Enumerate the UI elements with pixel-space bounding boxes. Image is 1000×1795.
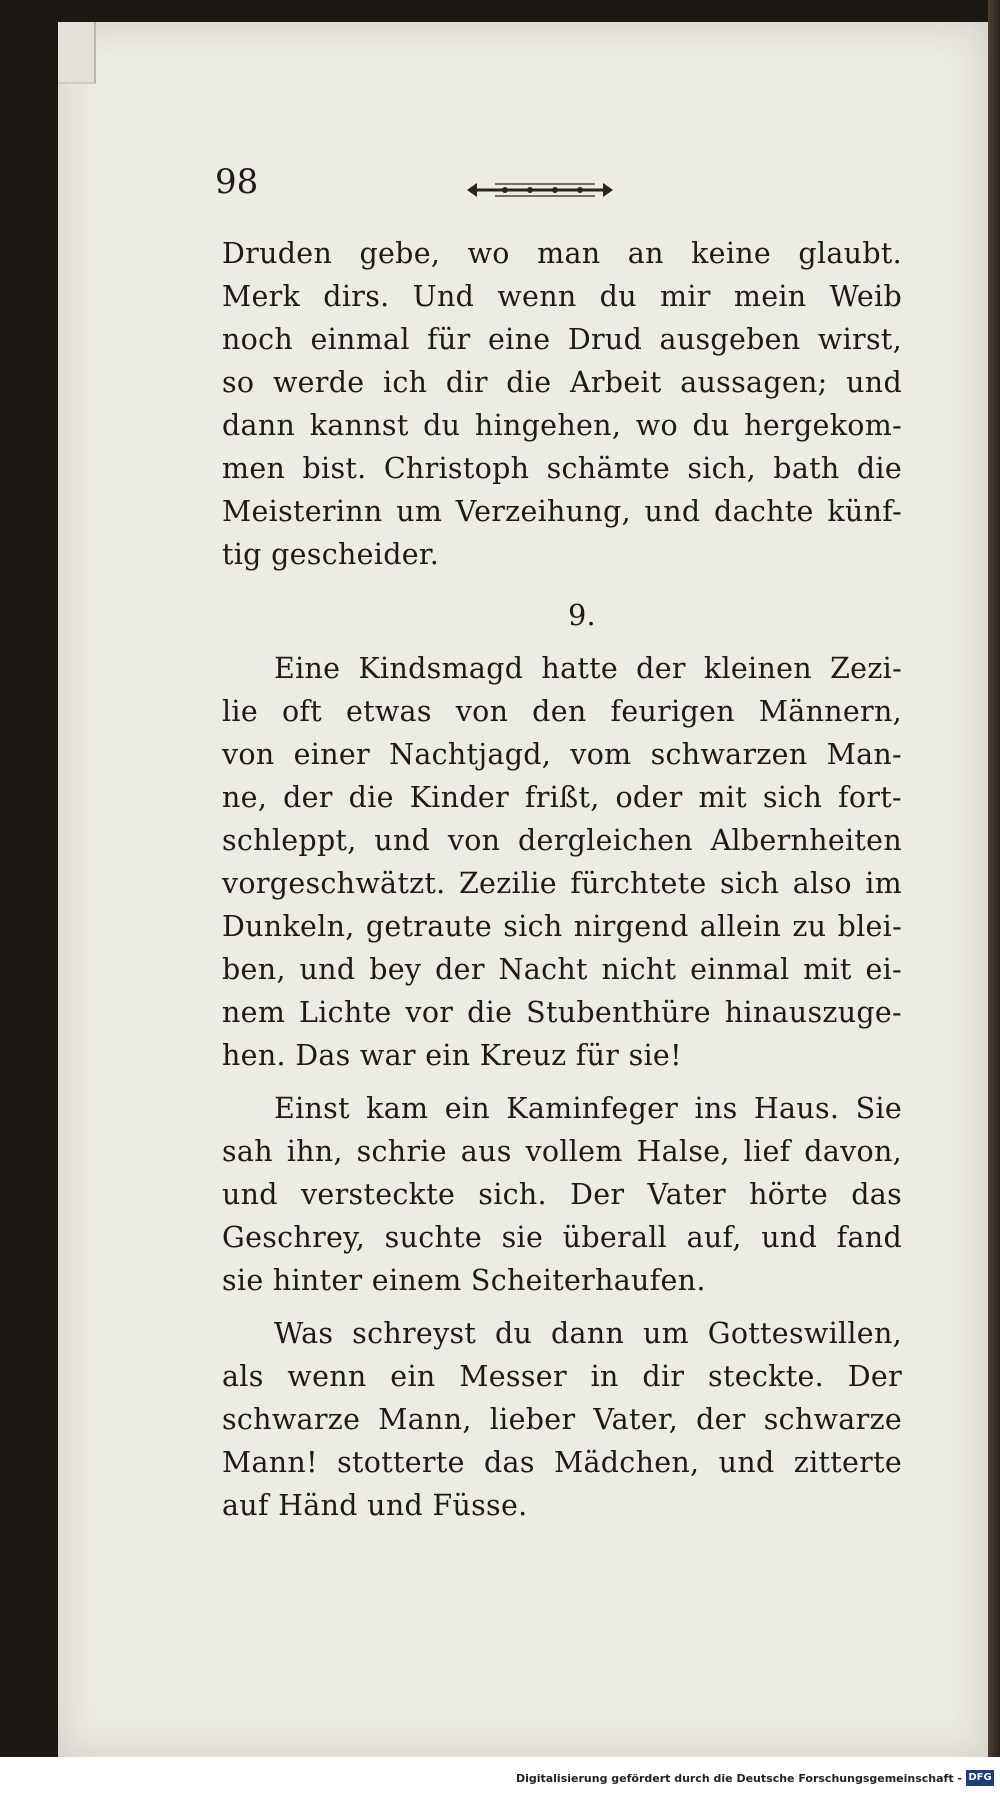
header-ornament-icon [465,180,615,200]
text-line: schleppt, und von dergleichen Albernheiten [222,824,902,857]
text-line: ne, der die Kinder frißt, oder mit sich fort- [222,781,902,814]
text-line: tig gescheider. [222,538,440,571]
text-line: schwarze Mann, lieber Vater, der schwarze [222,1403,902,1436]
page-header [215,162,715,212]
text-line: men bist. Christoph schämte sich, bath die [222,452,902,485]
page-corner-fold [58,22,96,84]
text-line: Geschrey, suchte sie überall auf, und fand [222,1221,902,1254]
text-line: hen. Das war ein Kreuz für sie! [222,1039,682,1072]
text-line: Mann! stotterte das Mädchen, und zitterte [222,1446,902,1479]
text-line: und versteckte sich. Der Vater hörte das [222,1178,902,1211]
page-number: 98 [215,162,259,202]
text-line: noch einmal für eine Drud ausgeben wirst, [222,323,902,356]
text-line: als wenn ein Messer in dir steckte. Der [222,1360,902,1393]
text-line: ben, und bey der Nacht nicht einmal mit ei- [222,953,902,986]
text-line: Eine Kindsmagd hatte der kleinen Zezi- [274,652,902,685]
paragraph-continuation [222,232,902,576]
text-line: lie oft etwas von den feurigen Männern, [222,695,902,728]
text-line: auf Händ und Füsse. [222,1489,528,1522]
paragraph [222,1087,902,1302]
paragraph [222,1312,902,1527]
text-line: Was schreyst du dann um Gotteswillen, [274,1317,902,1350]
text-line: Druden gebe, wo man an keine glaubt. [222,237,902,270]
text-line: nem Lichte vor die Stubenthüre hinauszuge- [222,996,902,1029]
text-line: Dunkeln, getraute sich nirgend allein zu blei- [222,910,902,943]
text-line: von einer Nachtjagd, vom schwarzen Man- [222,738,902,771]
text-line: sah ihn, schrie aus vollem Halse, lief davon, [222,1135,902,1168]
dfg-logo: DFG [966,1770,994,1786]
text-line: Einst kam ein Kaminfeger ins Haus. Sie [274,1092,902,1125]
text-line: vorgeschwätzt. Zezilie fürchtete sich also im [222,867,902,900]
book-edge [988,0,1000,1795]
text-line: so werde ich dir die Arbeit aussagen; und [222,366,902,399]
digitization-credit: Digitalisierung gefördert durch die Deutsche Forschungsgemeinschaft - [515,1772,962,1785]
text-line: Merk dirs. Und wenn du mir mein Weib [222,280,902,313]
body-text [222,232,902,1527]
text-line: dann kannst du hingehen, wo du hergekom- [222,409,902,442]
text-line: sie hinter einem Scheiterhaufen. [222,1264,706,1297]
paragraph [222,647,902,1077]
section-number: 9. [568,599,596,632]
text-line: Meisterinn um Verzeihung, und dachte künf- [222,495,902,528]
